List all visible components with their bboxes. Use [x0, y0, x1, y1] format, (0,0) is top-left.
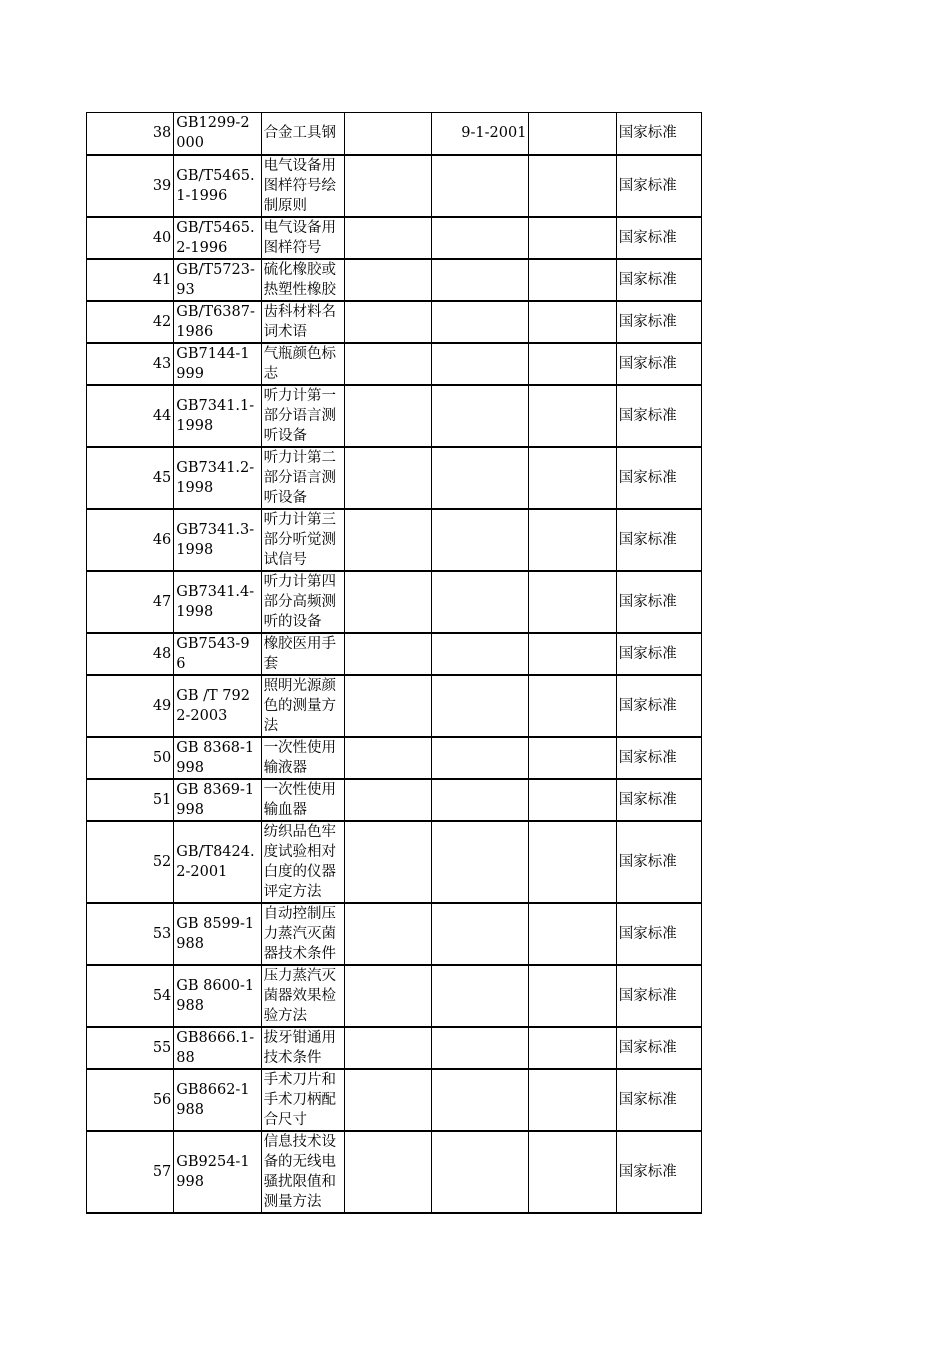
date-cell [432, 385, 529, 447]
empty-cell [344, 965, 431, 1027]
standard-type: 国家标准 [616, 509, 701, 571]
row-number: 45 [87, 447, 174, 509]
standards-table-body [87, 113, 702, 1213]
row-number: 44 [87, 385, 174, 447]
date-cell: 9-1-2001 [432, 113, 529, 155]
standard-name: 照明光源颜色的测量方法 [261, 675, 344, 737]
empty-cell [529, 447, 616, 509]
table-row [87, 737, 702, 779]
standard-type: 国家标准 [616, 113, 701, 155]
row-number: 47 [87, 571, 174, 633]
table-row [87, 903, 702, 965]
table-row [87, 385, 702, 447]
date-cell [432, 903, 529, 965]
date-cell [432, 1131, 529, 1213]
standard-name: 橡胶医用手套 [261, 633, 344, 675]
standard-code: GB 8600-1988 [174, 965, 261, 1027]
standard-code: GB7543-96 [174, 633, 261, 675]
date-cell [432, 965, 529, 1027]
table-row [87, 447, 702, 509]
row-number: 52 [87, 821, 174, 903]
row-number: 50 [87, 737, 174, 779]
row-number: 49 [87, 675, 174, 737]
empty-cell [344, 1069, 431, 1131]
empty-cell [344, 675, 431, 737]
table-row [87, 571, 702, 633]
date-cell [432, 259, 529, 301]
date-cell [432, 343, 529, 385]
empty-cell [344, 217, 431, 259]
table-row [87, 343, 702, 385]
standard-code: GB8666.1-88 [174, 1027, 261, 1069]
standard-code: GB 8368-1998 [174, 737, 261, 779]
standard-code: GB7341.4-1998 [174, 571, 261, 633]
standard-name: 拔牙钳通用技术条件 [261, 1027, 344, 1069]
empty-cell [529, 301, 616, 343]
empty-cell [344, 385, 431, 447]
standard-name: 齿科材料名词术语 [261, 301, 344, 343]
row-number: 48 [87, 633, 174, 675]
empty-cell [344, 155, 431, 217]
standard-type: 国家标准 [616, 155, 701, 217]
standard-type: 国家标准 [616, 385, 701, 447]
standard-type: 国家标准 [616, 217, 701, 259]
row-number: 40 [87, 217, 174, 259]
date-cell [432, 217, 529, 259]
table-row [87, 509, 702, 571]
standard-code: GB/T5723-93 [174, 259, 261, 301]
standard-code: GB/T5465.1-1996 [174, 155, 261, 217]
standard-type: 国家标准 [616, 675, 701, 737]
standard-type: 国家标准 [616, 1069, 701, 1131]
empty-cell [344, 447, 431, 509]
standard-type: 国家标准 [616, 259, 701, 301]
row-number: 56 [87, 1069, 174, 1131]
empty-cell [529, 633, 616, 675]
empty-cell [529, 737, 616, 779]
row-number: 54 [87, 965, 174, 1027]
standard-code: GB 8369-1998 [174, 779, 261, 821]
row-number: 51 [87, 779, 174, 821]
empty-cell [529, 675, 616, 737]
date-cell [432, 633, 529, 675]
standard-code: GB /T 7922-2003 [174, 675, 261, 737]
standard-code: GB/T5465.2-1996 [174, 217, 261, 259]
table-row [87, 217, 702, 259]
empty-cell [529, 343, 616, 385]
table-row [87, 633, 702, 675]
standards-table [86, 112, 702, 1214]
date-cell [432, 821, 529, 903]
empty-cell [529, 903, 616, 965]
standard-code: GB8662-1988 [174, 1069, 261, 1131]
row-number: 42 [87, 301, 174, 343]
date-cell [432, 509, 529, 571]
empty-cell [529, 217, 616, 259]
table-row [87, 1069, 702, 1131]
empty-cell [344, 571, 431, 633]
standard-name: 压力蒸汽灭菌器效果检验方法 [261, 965, 344, 1027]
standard-type: 国家标准 [616, 737, 701, 779]
standard-name: 手术刀片和手术刀柄配合尺寸 [261, 1069, 344, 1131]
empty-cell [344, 779, 431, 821]
row-number: 55 [87, 1027, 174, 1069]
empty-cell [529, 155, 616, 217]
row-number: 38 [87, 113, 174, 155]
table-row [87, 301, 702, 343]
row-number: 57 [87, 1131, 174, 1213]
standard-type: 国家标准 [616, 903, 701, 965]
standard-name: 气瓶颜色标志 [261, 343, 344, 385]
date-cell [432, 447, 529, 509]
empty-cell [529, 571, 616, 633]
table-row [87, 675, 702, 737]
table-row [87, 1027, 702, 1069]
table-row [87, 821, 702, 903]
standard-type: 国家标准 [616, 633, 701, 675]
standard-name: 听力计第二部分语言测听设备 [261, 447, 344, 509]
empty-cell [344, 821, 431, 903]
row-number: 53 [87, 903, 174, 965]
empty-cell [344, 903, 431, 965]
standard-code: GB 8599-1988 [174, 903, 261, 965]
empty-cell [344, 259, 431, 301]
standard-name: 信息技术设备的无线电骚扰限值和测量方法 [261, 1131, 344, 1213]
standard-code: GB7341.1-1998 [174, 385, 261, 447]
empty-cell [344, 113, 431, 155]
date-cell [432, 301, 529, 343]
empty-cell [529, 1069, 616, 1131]
empty-cell [529, 779, 616, 821]
standard-name: 听力计第一部分语言测听设备 [261, 385, 344, 447]
standard-name: 听力计第四部分高频测听的设备 [261, 571, 344, 633]
standard-name: 电气设备用图样符号 [261, 217, 344, 259]
standard-name: 合金工具钢 [261, 113, 344, 155]
empty-cell [529, 1027, 616, 1069]
empty-cell [529, 1131, 616, 1213]
standard-name: 电气设备用图样符号绘制原则 [261, 155, 344, 217]
date-cell [432, 155, 529, 217]
standard-name: 硫化橡胶或热塑性橡胶 [261, 259, 344, 301]
table-row [87, 113, 702, 155]
standard-code: GB/T6387-1986 [174, 301, 261, 343]
empty-cell [529, 385, 616, 447]
row-number: 43 [87, 343, 174, 385]
standard-type: 国家标准 [616, 821, 701, 903]
empty-cell [529, 259, 616, 301]
empty-cell [529, 965, 616, 1027]
empty-cell [344, 633, 431, 675]
standard-type: 国家标准 [616, 1027, 701, 1069]
row-number: 39 [87, 155, 174, 217]
standard-code: GB7144-1999 [174, 343, 261, 385]
standard-type: 国家标准 [616, 447, 701, 509]
date-cell [432, 571, 529, 633]
empty-cell [529, 113, 616, 155]
standard-name: 一次性使用输血器 [261, 779, 344, 821]
standard-type: 国家标准 [616, 965, 701, 1027]
standard-type: 国家标准 [616, 343, 701, 385]
date-cell [432, 675, 529, 737]
table-row [87, 965, 702, 1027]
standard-name: 听力计第三部分听觉测试信号 [261, 509, 344, 571]
empty-cell [344, 301, 431, 343]
table-row [87, 155, 702, 217]
standard-type: 国家标准 [616, 779, 701, 821]
row-number: 46 [87, 509, 174, 571]
date-cell [432, 737, 529, 779]
standard-type: 国家标准 [616, 571, 701, 633]
empty-cell [529, 821, 616, 903]
row-number: 41 [87, 259, 174, 301]
date-cell [432, 1027, 529, 1069]
empty-cell [344, 1131, 431, 1213]
table-row [87, 259, 702, 301]
empty-cell [344, 343, 431, 385]
standard-code: GB1299-2000 [174, 113, 261, 155]
date-cell [432, 1069, 529, 1131]
standard-code: GB/T8424.2-2001 [174, 821, 261, 903]
standard-type: 国家标准 [616, 301, 701, 343]
standard-code: GB7341.2-1998 [174, 447, 261, 509]
table-row [87, 1131, 702, 1213]
standard-code: GB9254-1998 [174, 1131, 261, 1213]
date-cell [432, 779, 529, 821]
standard-name: 一次性使用输液器 [261, 737, 344, 779]
empty-cell [529, 509, 616, 571]
standard-name: 自动控制压力蒸汽灭菌器技术条件 [261, 903, 344, 965]
standard-code: GB7341.3-1998 [174, 509, 261, 571]
standard-type: 国家标准 [616, 1131, 701, 1213]
table-row [87, 779, 702, 821]
empty-cell [344, 509, 431, 571]
empty-cell [344, 1027, 431, 1069]
standard-name: 纺织品色牢度试验相对白度的仪器评定方法 [261, 821, 344, 903]
empty-cell [344, 737, 431, 779]
